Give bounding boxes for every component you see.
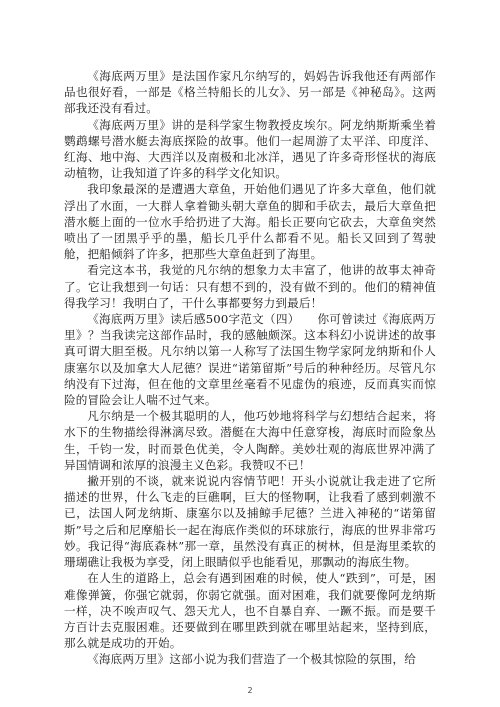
paragraph-5: 《海底两万里》读后感500字范文（四） 你可曾读过《海底两万里》？当我读完这部作品时，我的感触颇深。这本科幻小说讲述的故事真可谓大胆至极。凡尔纳以第一人称写了法国生物学家阿龙纳斯和仆人康塞尔以及加拿大人尼德？误进“诺第留斯”号后的种种经历。尽管凡尔纳没有下过海，但在他的文章里丝毫看不见虚伪的痕迹，反而真实而惊险的冒险会让人喘不过气来。	[64, 312, 436, 408]
paragraph-9: 《海底两万里》这部小说为我们营造了一个极其惊险的氛围，给	[87, 652, 417, 667]
paragraph-4: 看完这本书，我觉的凡尔纳的想象力太丰富了，他讲的故事太神奇了。它让我想到一句话：只有想不到的，没有做不到的。他们的精神值得我学习！我明白了，干什么事都要努力到最后！	[64, 263, 436, 310]
document-body	[64, 68, 436, 668]
paragraph-7: 撇开别的不谈，就来说说内容情节吧！开头小说就让我走进了它所描述的世界，什么飞走的巨礁啊，巨大的怪物啊，让我看了感到刺激不已，法国人阿龙纳斯、康塞尔以及捕鲸手尼德？兰进入神秘的“诺第留斯”号之后和尼摩船长一起在海底作类似的环球旅行，海底的世界非常巧妙。我记得“海底森林”那一章，虽然没有真正的树林，但是海里柔软的珊瑚礁让我极为享受，闭上眼睛似乎也能看见，那飘动的海底生物。	[64, 474, 436, 570]
paragraph-1: 《海底两万里》是法国作家凡尔纳写的，妈妈告诉我他还有两部作品也很好看，一部是《格兰特船长的儿女》、另一部是《神秘岛》。这两部我还没有看过。	[64, 69, 436, 116]
paragraph-2: 《海底两万里》讲的是科学家生物教授皮埃尔。阿龙纳斯斯乘坐着鹦鹉螺号潜水艇去海底探险的故事。他们一起周游了太平洋、印度洋、红海、地中海、大西洋以及南极和北冰洋，遇见了许多奇形怪状的海底动植物，让我知道了许多的科学文化知识。	[64, 117, 436, 181]
page-number: 2	[247, 686, 253, 695]
paragraph-3: 我印象最深的是遭遇大章鱼，开始他们遇见了许多大章鱼，他们就浮出了水面，一大群人拿着锄头朝大章鱼的脚和手砍去，最后大章鱼把潜水艇上面的一位水手给扔进了大海。船长正要向它砍去，大章鱼突然喷出了一团黑乎乎的墨，船长几乎什么都看不见。船长又回到了驾驶舱，把船倾斜了许多，把那些大章鱼赶到了海里。	[64, 182, 436, 262]
paragraph-6: 凡尔纳是一个极其聪明的人，他巧妙地将科学与幻想结合起来，将水下的生物描绘得淋漓尽致。潜艇在大海中任意穿梭，海底时而险象丛生，千钧一发，时而景色优美，令人陶醉。美妙壮观的海底世界冲满了异国情调和浓厚的浪漫主义色彩。我赞叹不已！	[64, 409, 436, 472]
paragraph-8: 在人生的道路上，总会有遇到困难的时候，使人“跌到”，可是，困难像弹簧，你强它就弱，你弱它就强。面对困难，我们就要像阿龙纳斯一样，决不唉声叹气、怨天尤人，也不自暴自弃、一蹶不振。而是要千方百计去克服困难。还要做到在哪里跌到就在哪里站起来，坚持到底，那么就是成功的开始。	[64, 571, 436, 651]
